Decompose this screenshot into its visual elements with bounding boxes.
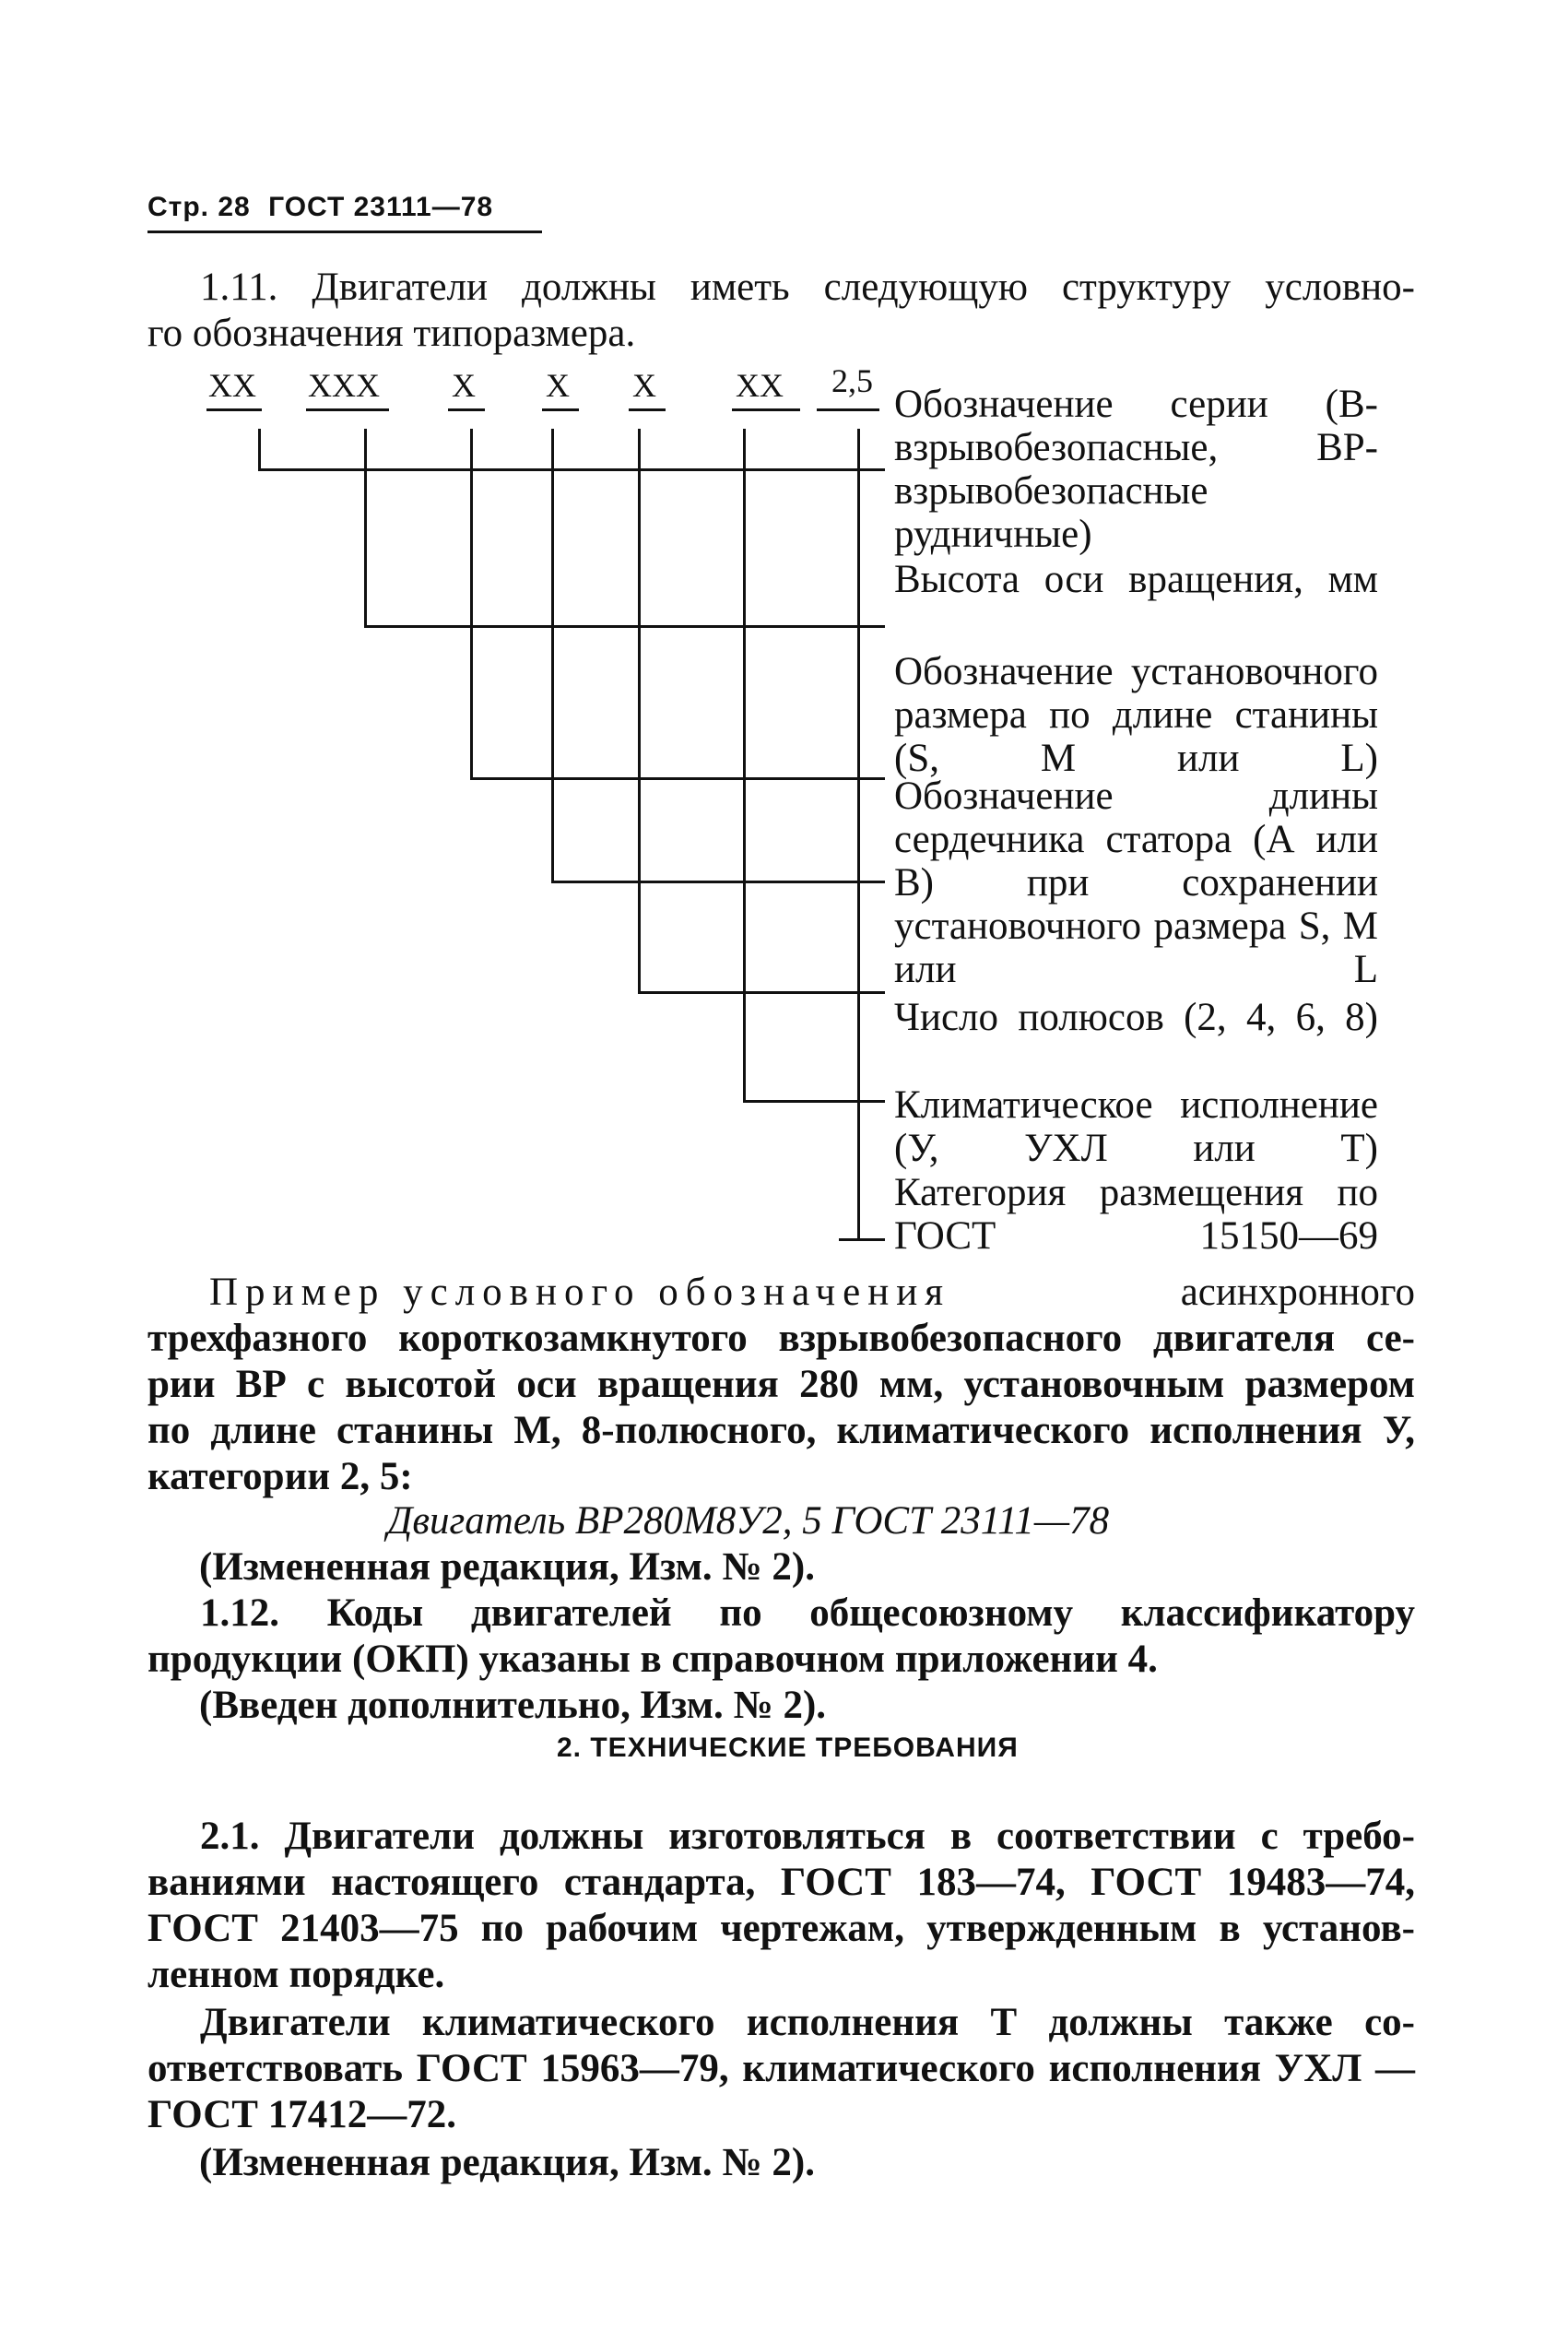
example-line1-rest: асинхронного xyxy=(1180,1271,1415,1314)
connector-line xyxy=(258,429,261,470)
section-2-note: (Измененная редакция, Изм. № 2). xyxy=(199,2141,815,2184)
label-height: Высота оси вращения, мм xyxy=(894,558,1378,601)
clause-2-1-p2-line1: Двигатели климатического исполнения Т должны также со- xyxy=(200,2001,1415,2044)
underline xyxy=(732,408,800,411)
example-designation: Двигатель ВР280М8У2, 5 ГОСТ 23111—78 xyxy=(387,1499,1110,1543)
label-core-length: Обозначение длины сердечника статора (А или В) при сохранении установочного размера S, M или L xyxy=(894,775,1378,991)
example-line2: трехфазного короткозамкнутого взрывобезопасного двигателя се- xyxy=(147,1317,1415,1360)
code-category: 2,5 xyxy=(831,362,873,399)
clause-2-1-line3: ГОСТ 21403—75 по рабочим чертежам, утвержденным в установ- xyxy=(147,1907,1415,1950)
connector-line xyxy=(258,468,885,471)
code-length: X xyxy=(452,367,476,404)
underline xyxy=(629,408,666,411)
connector-line xyxy=(470,429,473,779)
code-poles: X xyxy=(632,367,656,404)
example-note: (Измененная редакция, Изм. № 2). xyxy=(199,1545,815,1589)
code-core: X xyxy=(546,367,570,404)
connector-line xyxy=(638,429,641,993)
header-rule xyxy=(147,231,542,233)
connector-line xyxy=(743,429,746,1102)
underline xyxy=(542,408,579,411)
example-line1 xyxy=(147,1271,1415,1315)
code-series: XX xyxy=(208,367,256,404)
example-lead: Пример условного обозначения xyxy=(209,1271,951,1314)
page-number: Стр. 28 xyxy=(147,192,251,222)
connector-line xyxy=(743,1100,885,1103)
connector-line xyxy=(551,429,554,881)
clause-1-12-line1: 1.12. Коды двигателей по общесоюзному классификатору xyxy=(200,1591,1415,1635)
clause-1-11-line2: го обозначения типоразмера. xyxy=(147,312,636,355)
label-series: Обозначение серии (В-взрывобезопасные, ВР-взрывобезопасные рудничные) xyxy=(894,383,1378,556)
section-2-heading: 2. ТЕХНИЧЕСКИЕ ТРЕБОВАНИЯ xyxy=(557,1733,1019,1763)
label-poles: Число полюсов (2, 4, 6, 8) xyxy=(894,996,1378,1039)
label-category: Категория размещения по ГОСТ 15150—69 xyxy=(894,1171,1378,1258)
underline xyxy=(817,408,879,411)
clause-1-11-line1: 1.11. Двигатели должны иметь следующую структуру условно- xyxy=(200,266,1415,309)
example-line5: категории 2, 5: xyxy=(147,1455,413,1498)
connector-line xyxy=(470,777,885,780)
connector-line xyxy=(551,881,885,883)
clause-1-12-line2: продукции (ОКП) указаны в справочном приложении 4. xyxy=(147,1638,1158,1681)
connector-line xyxy=(839,1238,885,1241)
page-header xyxy=(147,192,493,223)
code-height: XXX xyxy=(308,367,380,404)
connector-line xyxy=(364,429,367,627)
clause-2-1-line1: 2.1. Двигатели должны изготовляться в соответствии с требо- xyxy=(200,1815,1415,1858)
example-line3: рии ВР с высотой оси вращения 280 мм, установочным размером xyxy=(147,1363,1415,1406)
connector-line xyxy=(638,991,885,994)
clause-2-1-p2-line3: ГОСТ 17412—72. xyxy=(147,2093,456,2136)
underline xyxy=(448,408,485,411)
underline xyxy=(306,408,389,411)
clause-2-1-line2: ваниями настоящего стандарта, ГОСТ 183—74, ГОСТ 19483—74, xyxy=(147,1861,1415,1904)
label-mounting-size: Обозначение установочного размера по длине станины (S, M или L) xyxy=(894,650,1378,780)
clause-2-1-line4: ленном порядке. xyxy=(147,1953,445,1996)
label-climate: Климатическое исполнение (У, УХЛ или Т) xyxy=(894,1083,1378,1170)
clause-1-12-note: (Введен дополнительно, Изм. № 2). xyxy=(199,1684,827,1727)
example-line4: по длине станины М, 8-полюсного, климатического исполнения У, xyxy=(147,1409,1415,1452)
standard-number: ГОСТ 23111—78 xyxy=(268,192,494,222)
clause-2-1-p2-line2: ответствовать ГОСТ 15963—79, климатического исполнения УХЛ — xyxy=(147,2047,1415,2090)
underline xyxy=(206,408,262,411)
connector-line xyxy=(857,429,860,1240)
connector-line xyxy=(364,625,885,628)
code-climate: XX xyxy=(736,367,784,404)
